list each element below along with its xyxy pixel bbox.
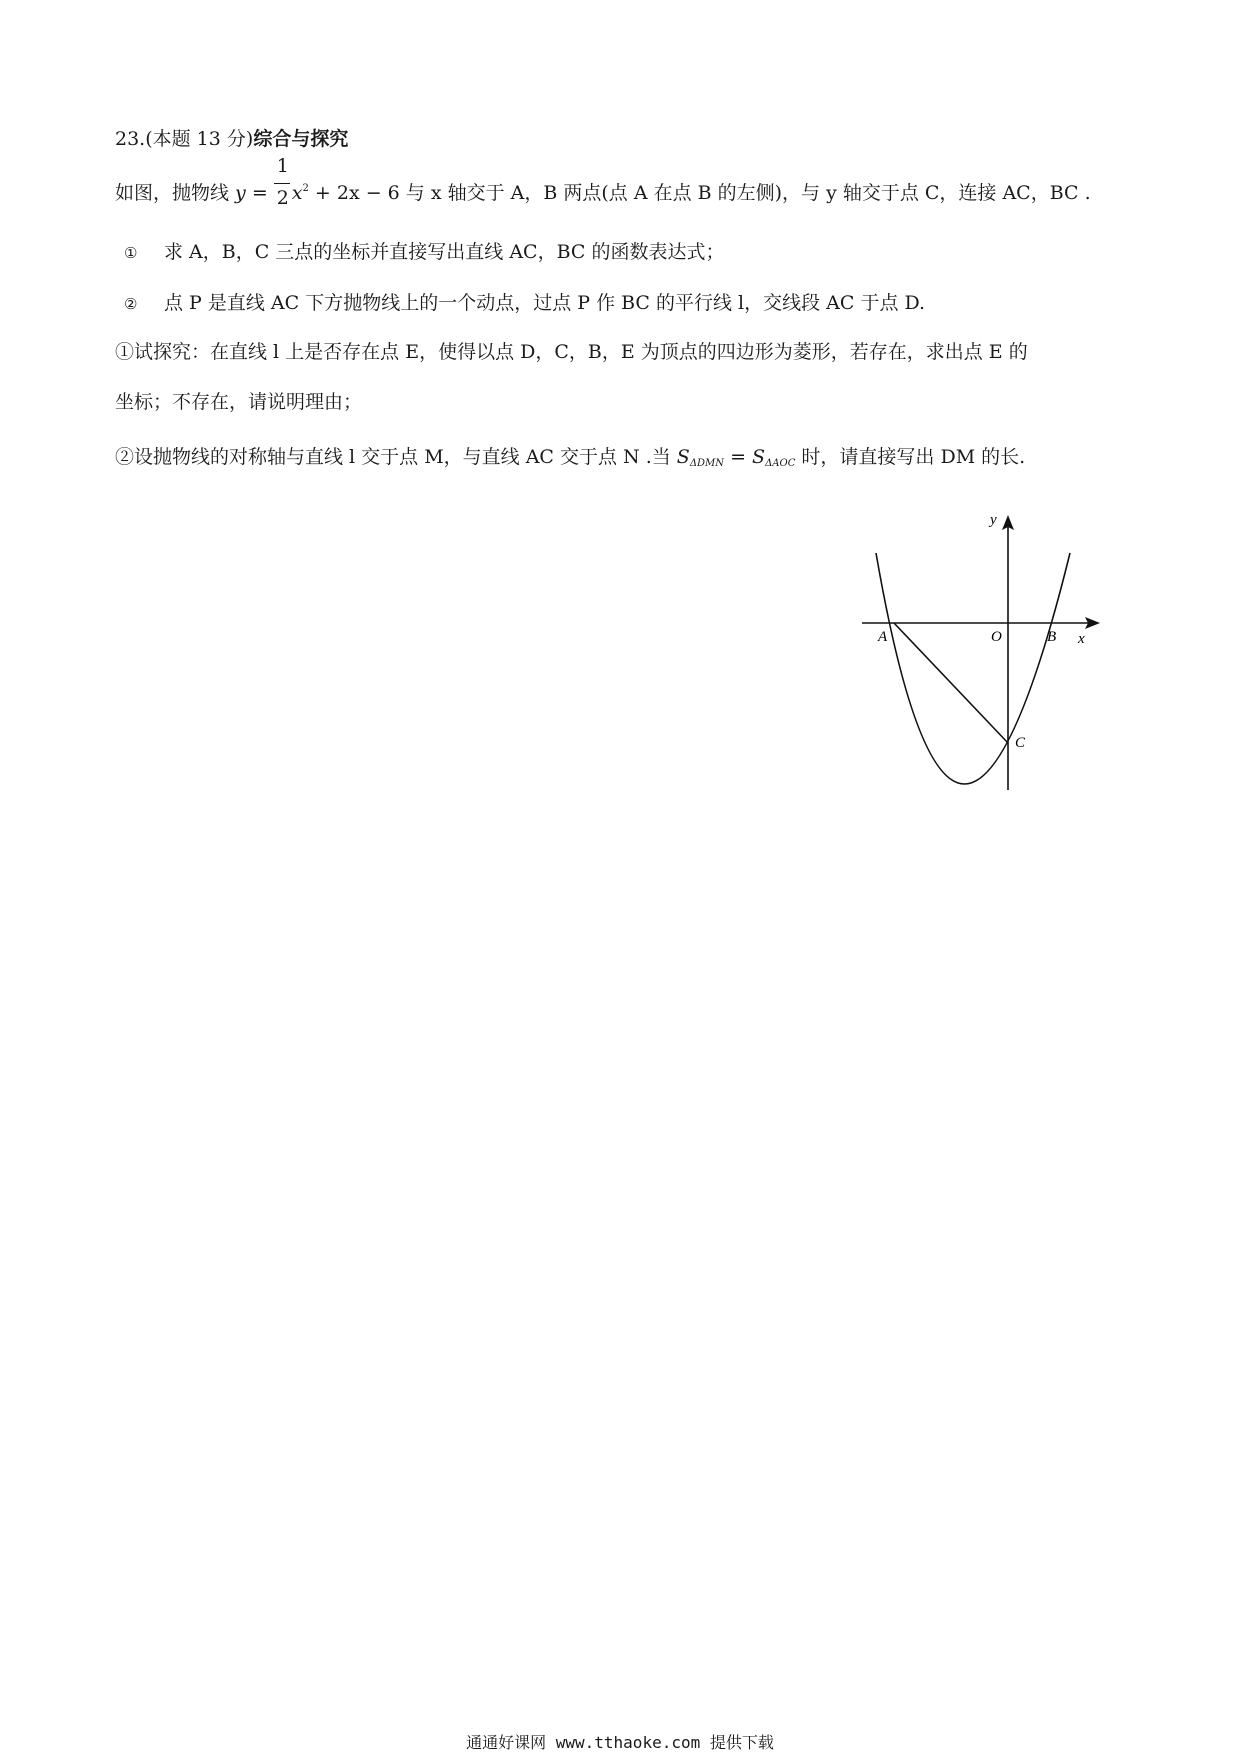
item-1-marker: ① — [124, 244, 138, 262]
fraction-one-half — [274, 155, 292, 209]
label-b: B — [1047, 629, 1057, 645]
label-c: C — [1015, 735, 1026, 751]
parabola-figure — [850, 510, 1110, 795]
problem-heading — [115, 130, 348, 149]
sub-question-1-line-1: ①试探究：在直线 l 上是否存在点 E，使得以点 D，C，B，E 为顶点的四边形为菱形，若存在，求出点 E 的 — [115, 341, 1028, 363]
label-o: O — [991, 629, 1002, 645]
label-y: y — [990, 512, 997, 528]
item-1-text: 求 A，B，C 三点的坐标并直接写出直线 AC，BC 的函数表达式； — [164, 241, 725, 263]
problem-intro — [115, 155, 1091, 209]
area-s-2: S — [752, 446, 766, 468]
eq-x: x — [291, 182, 303, 204]
fraction-bar — [274, 183, 290, 184]
sub2-text-1: ②设抛物线的对称轴与直线 l 交于点 M，与直线 AC 交于点 N .当 — [115, 446, 677, 468]
area-s-1: S — [676, 446, 690, 468]
area-s-2-subscript: ΔAOC — [765, 458, 796, 469]
item-2-text: 点 P 是直线 AC 下方抛物线上的一个动点，过点 P 作 BC 的平行线 l，交线段 AC 于点 D. — [164, 292, 926, 314]
intro-text-1: 如图，抛物线 — [115, 182, 236, 204]
fraction-denominator: 2 — [276, 187, 289, 209]
item-1 — [124, 243, 725, 262]
item-2-marker: ② — [124, 295, 138, 313]
eq-rest: + 2x − 6 — [308, 182, 400, 204]
intro-text-2: 与 x 轴交于 A，B 两点(点 A 在点 B 的左侧)，与 y 轴交于点 C，连接 AC，BC . — [399, 182, 1091, 204]
eq-equals: = — [245, 182, 274, 204]
label-a: A — [878, 629, 888, 645]
heading-title: 综合与探究 — [253, 128, 349, 150]
eq-exponent: 2 — [302, 183, 309, 194]
sub2-text-2: 时，请直接写出 DM 的长. — [795, 446, 1026, 468]
page-footer: 通通好课网 www.tthaoke.com 提供下载 — [466, 1733, 774, 1752]
sub2-equals: = — [724, 446, 753, 468]
parabola-curve — [876, 553, 1070, 784]
item-2 — [124, 294, 925, 313]
area-s-1-subscript: ΔDMN — [689, 458, 725, 469]
fraction-numerator: 1 — [276, 155, 289, 177]
heading-number: 23.(本题 13 分) — [115, 128, 254, 150]
label-x: x — [1078, 631, 1085, 647]
eq-y: y — [235, 182, 246, 204]
sub-question-2 — [115, 448, 1025, 469]
sub-question-1-line-2: 坐标；不存在，请说明理由； — [115, 391, 363, 413]
